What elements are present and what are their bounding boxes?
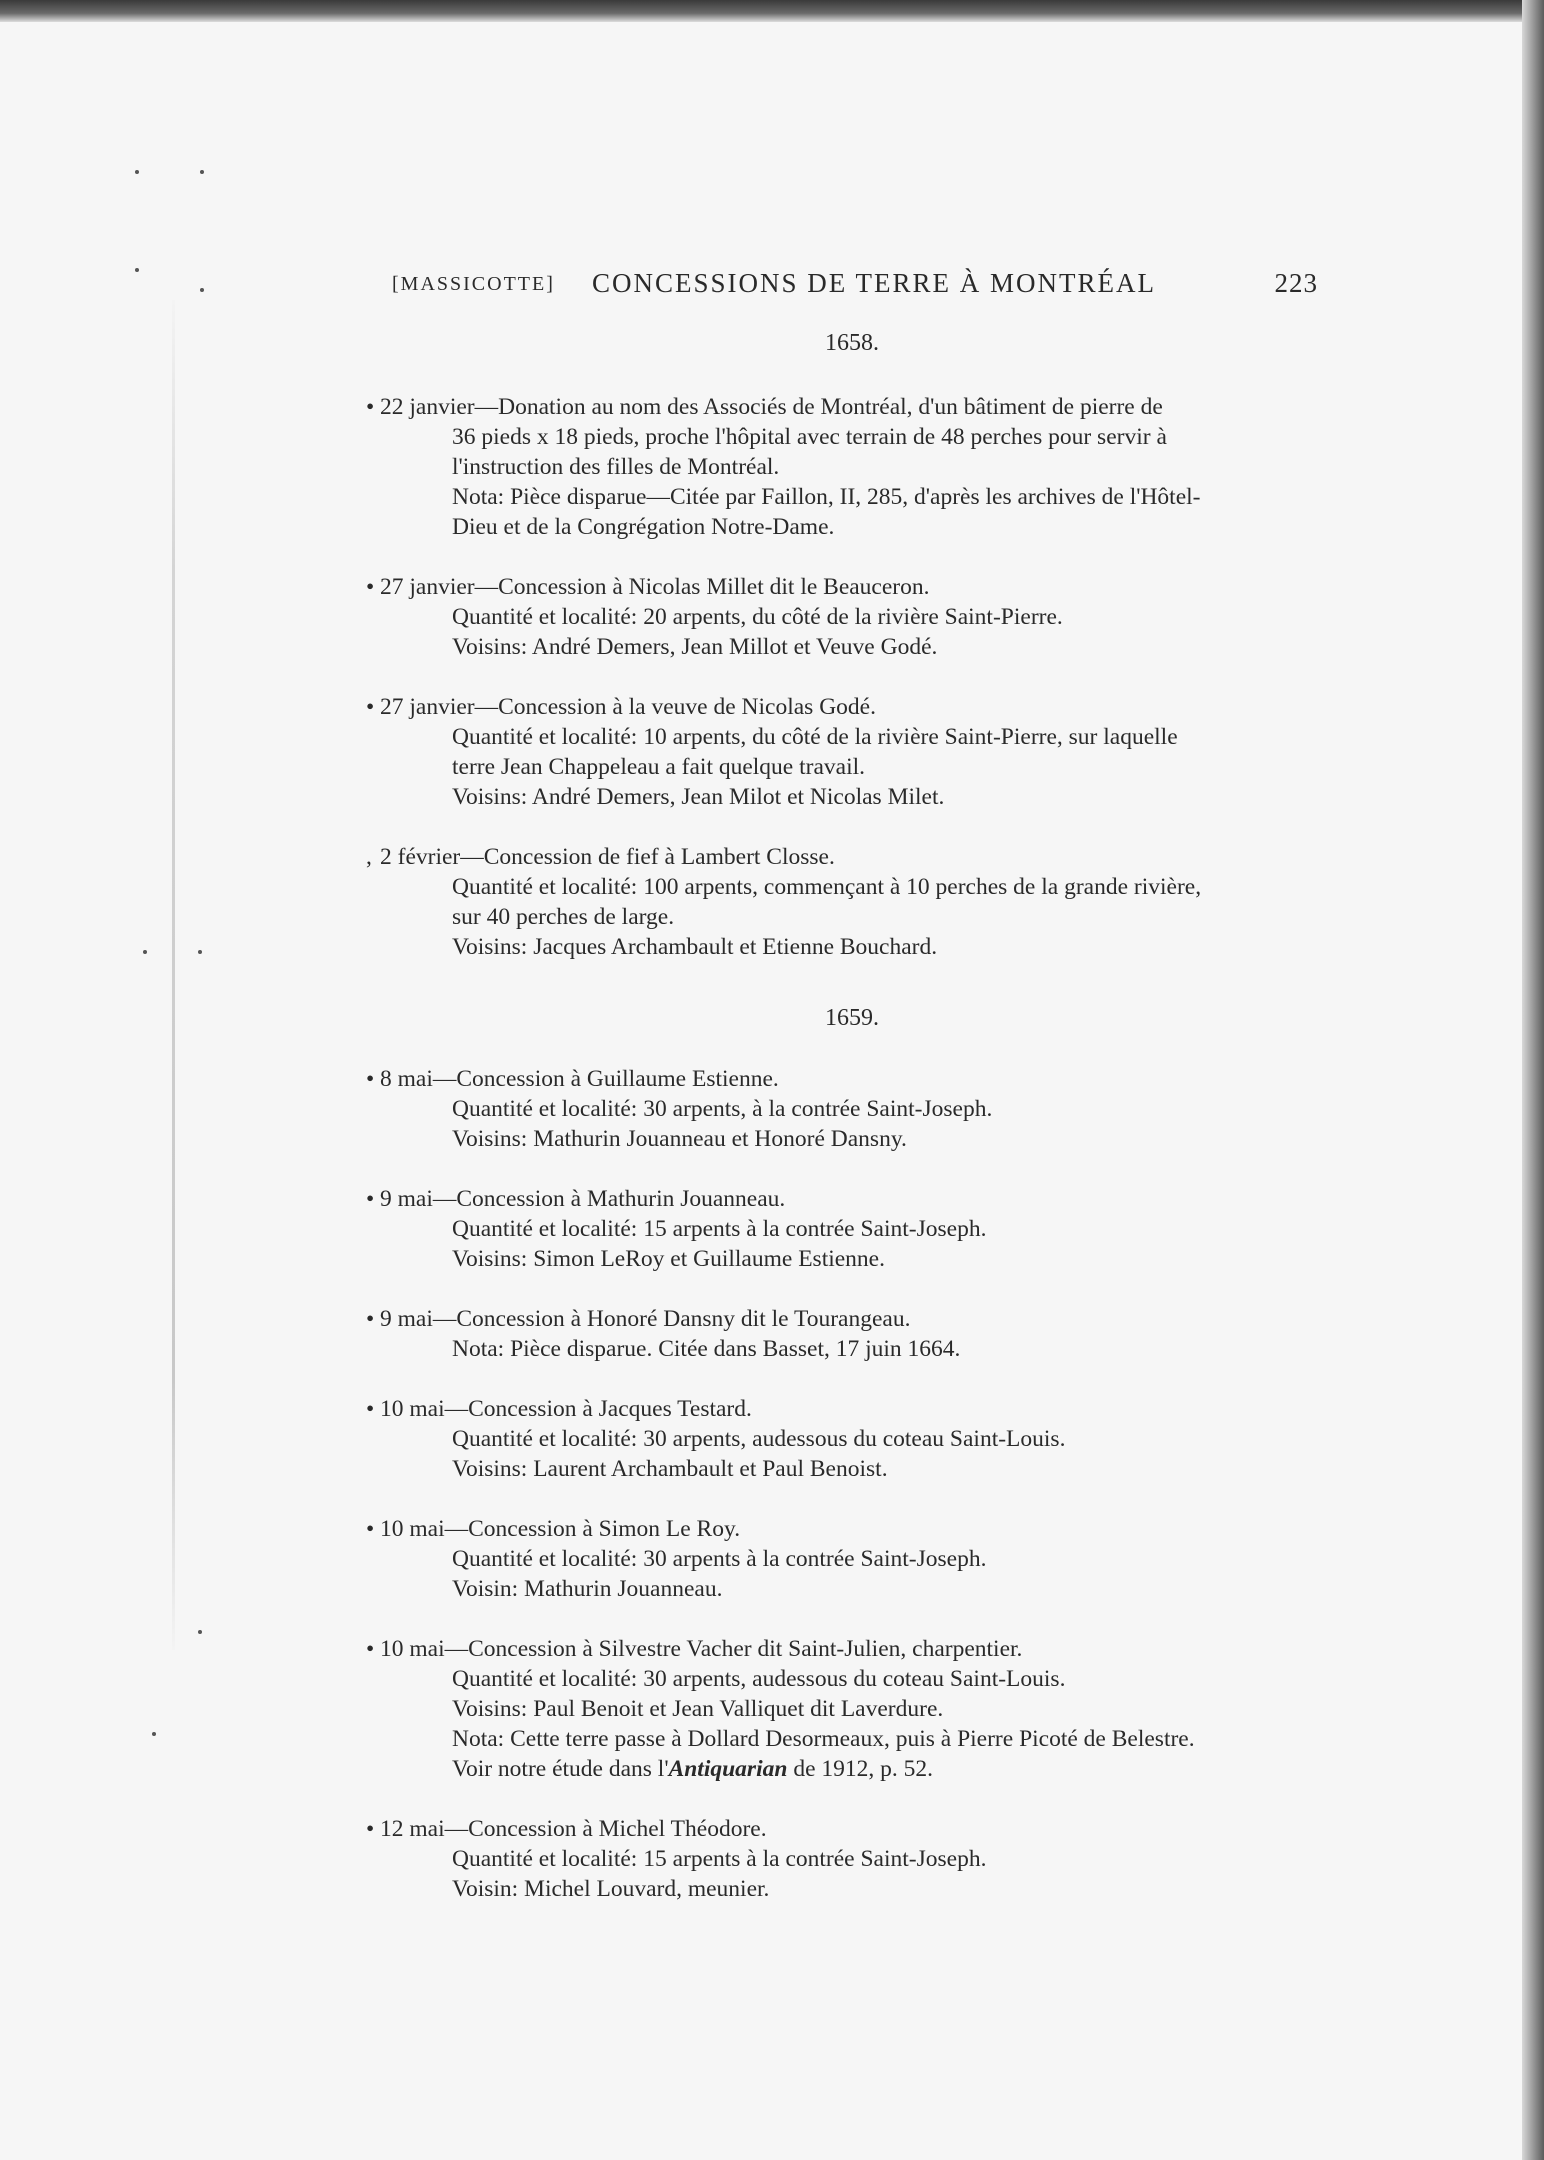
entry-detail-line: Quantité et localité: 20 arpents, du côté de la rivière Saint-Pierre.: [452, 604, 1063, 630]
bullet-mark: ,: [366, 844, 372, 870]
entry-date-line: [366, 1814, 1320, 1844]
entry-detail-line: 36 pieds x 18 pieds, proche l'hôpital avec terrain de 48 perches pour servir à: [452, 424, 1167, 450]
entry-detail-line: Voisins: André Demers, Jean Millot et Veuve Godé.: [452, 634, 938, 660]
scan-speck: [198, 950, 202, 954]
entry-list: [366, 1064, 1320, 1934]
entry-date-text: 22 janvier—Donation au nom des Associés de Montréal, d'un bâtiment de pierre de: [380, 394, 1163, 420]
bullet-mark: •: [366, 1066, 375, 1092]
scan-speck: [135, 268, 139, 272]
concession-entry: [366, 692, 1320, 812]
entry-date-text: 27 janvier—Concession à la veuve de Nicolas Godé.: [380, 694, 876, 720]
entry-detail-line: Voisins: Mathurin Jouanneau et Honoré Dansny.: [452, 1126, 907, 1152]
scan-speck: [152, 1732, 156, 1736]
scan-speck: [200, 170, 204, 174]
concession-entry: [366, 1514, 1320, 1604]
entry-date-line: [366, 842, 1320, 872]
year-heading: 1658.: [825, 330, 879, 356]
entry-date-line: [366, 572, 1320, 602]
concession-entry: [366, 1184, 1320, 1274]
entry-date-text: 12 mai—Concession à Michel Théodore.: [380, 1816, 767, 1842]
entry-detail-line: Quantité et localité: 30 arpents à la contrée Saint-Joseph.: [452, 1546, 987, 1572]
entry-date-text: 2 février—Concession de fief à Lambert Closse.: [380, 844, 835, 870]
entry-date-line: [366, 392, 1320, 422]
journal-title: Antiquarian: [668, 1756, 788, 1782]
concession-entry: [366, 1394, 1320, 1484]
entry-list: [366, 392, 1320, 992]
entry-date-text: 8 mai—Concession à Guillaume Estienne.: [380, 1066, 779, 1092]
page-fold-line: [172, 300, 175, 1650]
entry-detail-line: Quantité et localité: 30 arpents, à la contrée Saint-Joseph.: [452, 1096, 993, 1122]
entry-detail-line: Voisins: Jacques Archambault et Etienne Bouchard.: [452, 934, 938, 960]
entry-date-text: 9 mai—Concession à Honoré Dansny dit le Tourangeau.: [380, 1306, 911, 1332]
bullet-mark: •: [366, 1306, 375, 1332]
entry-date-text: 9 mai—Concession à Mathurin Jouanneau.: [380, 1186, 786, 1212]
entry-date-line: [366, 1634, 1320, 1664]
entry-date-line: [366, 1304, 1320, 1334]
concession-entry: [366, 572, 1320, 662]
running-header: [392, 268, 1318, 308]
page-number: 223: [1274, 268, 1318, 298]
concession-entry: [366, 1064, 1320, 1154]
bullet-mark: •: [366, 1396, 375, 1422]
entry-date-text: 10 mai—Concession à Simon Le Roy.: [380, 1516, 741, 1542]
bullet-mark: •: [366, 394, 375, 420]
scan-speck: [198, 1630, 202, 1634]
entry-detail-line: Quantité et localité: 30 arpents, audessous du coteau Saint-Louis.: [452, 1666, 1066, 1692]
scan-top-border: [0, 0, 1544, 22]
concession-entry: [366, 842, 1320, 962]
entry-detail-line: Voisin: Mathurin Jouanneau.: [452, 1576, 723, 1602]
entry-detail-line: Voisin: Michel Louvard, meunier.: [452, 1876, 770, 1902]
concession-entry: [366, 392, 1320, 542]
entry-detail-line: Dieu et de la Congrégation Notre-Dame.: [452, 514, 835, 540]
concession-entry: [366, 1304, 1320, 1364]
bullet-mark: •: [366, 1516, 375, 1542]
entry-date-text: 10 mai—Concession à Silvestre Vacher dit Saint-Julien, charpentier.: [380, 1636, 1023, 1662]
year-heading: 1659.: [825, 1005, 879, 1031]
header-title: CONCESSIONS DE TERRE À MONTRÉAL: [592, 268, 1157, 298]
entry-date-line: [366, 1514, 1320, 1544]
entry-detail-line: Voisins: Laurent Archambault et Paul Benoist.: [452, 1456, 888, 1482]
entry-date-line: [366, 1184, 1320, 1214]
header-author: [MASSICOTTE]: [392, 273, 555, 295]
entry-date-line: [366, 692, 1320, 722]
concession-entry: [366, 1634, 1320, 1784]
entry-detail-line: Quantité et localité: 100 arpents, commençant à 10 perches de la grande rivière,: [452, 874, 1202, 900]
bullet-mark: •: [366, 1816, 375, 1842]
entry-detail-line: terre Jean Chappeleau a fait quelque travail.: [452, 754, 866, 780]
entry-detail-line: Voisins: Simon LeRoy et Guillaume Estienne.: [452, 1246, 885, 1272]
entry-detail-line: Nota: Pièce disparue. Citée dans Basset, 17 juin 1664.: [452, 1336, 961, 1362]
entry-detail-line: Voisins: Paul Benoit et Jean Valliquet dit Laverdure.: [452, 1696, 944, 1722]
entry-detail-line: Nota: Pièce disparue—Citée par Faillon, II, 285, d'après les archives de l'Hôtel-: [452, 484, 1201, 510]
entry-detail-line: l'instruction des filles de Montréal.: [452, 454, 780, 480]
entry-detail-line: Quantité et localité: 15 arpents à la contrée Saint-Joseph.: [452, 1216, 987, 1242]
scan-speck: [200, 288, 204, 292]
scan-right-edge: [1522, 0, 1544, 2160]
entry-detail-line: Nota: Cette terre passe à Dollard Desormeaux, puis à Pierre Picoté de Belestre.: [452, 1726, 1195, 1752]
entry-detail-line: sur 40 perches de large.: [452, 904, 675, 930]
entry-detail-line: Voir notre étude dans l'Antiquarian de 1912, p. 52.: [452, 1756, 933, 1782]
entry-detail-line: Quantité et localité: 15 arpents à la contrée Saint-Joseph.: [452, 1846, 987, 1872]
entry-date-text: 10 mai—Concession à Jacques Testard.: [380, 1396, 752, 1422]
scan-speck: [143, 950, 147, 954]
entry-date-line: [366, 1394, 1320, 1424]
entry-detail-line: Quantité et localité: 30 arpents, audessous du coteau Saint-Louis.: [452, 1426, 1066, 1452]
bullet-mark: •: [366, 1186, 375, 1212]
entry-detail-line: Voisins: André Demers, Jean Milot et Nicolas Milet.: [452, 784, 945, 810]
concession-entry: [366, 1814, 1320, 1904]
bullet-mark: •: [366, 574, 375, 600]
entry-date-line: [366, 1064, 1320, 1094]
bullet-mark: •: [366, 694, 375, 720]
bullet-mark: •: [366, 1636, 375, 1662]
entry-date-text: 27 janvier—Concession à Nicolas Millet dit le Beauceron.: [380, 574, 930, 600]
scan-speck: [135, 170, 139, 174]
entry-detail-line: Quantité et localité: 10 arpents, du côté de la rivière Saint-Pierre, sur laquelle: [452, 724, 1178, 750]
